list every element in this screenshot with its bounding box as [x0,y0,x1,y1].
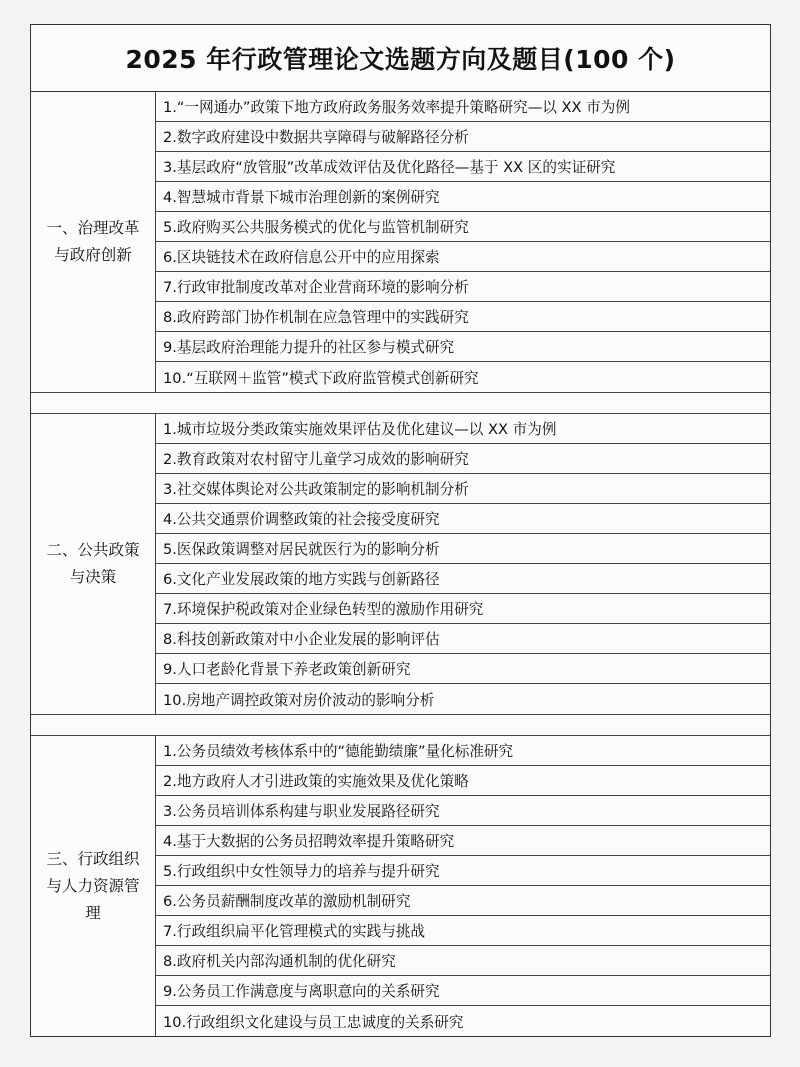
category-text: 一、治理改革与政府创新 [46,219,140,264]
list-item: 1.“一网通办”政策下地方政府政务服务效率提升策略研究—以 XX 市为例 [156,92,770,122]
list-item: 2.教育政策对农村留守儿童学习成效的影响研究 [156,444,770,474]
category-text: 二、公共政策与决策 [46,541,140,586]
list-item: 9.基层政府治理能力提升的社区参与模式研究 [156,332,770,362]
list-item: 10.行政组织文化建设与员工忠诚度的关系研究 [163,1013,464,1031]
list-item: 1.公务员绩效考核体系中的“德能勤绩廉”量化标准研究 [156,736,770,766]
list-item: 9.公务员工作满意度与离职意向的关系研究 [156,976,770,1006]
list-item: 7.行政组织扁平化管理模式的实践与挑战 [156,916,770,946]
list-item: 6.文化产业发展政策的地方实践与创新路径 [156,564,770,594]
list-item: 6.区块链技术在政府信息公开中的应用探索 [156,242,770,272]
topic-list [156,92,770,392]
list-item: 7.行政审批制度改革对企业营商环境的影响分析 [156,272,770,302]
topic-table [30,24,771,1037]
list-item: 1.城市垃圾分类政策实施效果评估及优化建议—以 XX 市为例 [156,414,770,444]
category-text: 三、行政组织与人力资源管理 [46,849,140,922]
list-item: 3.基层政府“放管服”改革成效评估及优化路径—基于 XX 区的实证研究 [156,152,770,182]
list-item: 8.政府跨部门协作机制在应急管理中的实践研究 [156,302,770,332]
list-item: 5.医保政策调整对居民就医行为的影响分析 [156,534,770,564]
list-item: 10.“互联网＋监管”模式下政府监管模式创新研究 [163,369,479,387]
list-item: 4.基于大数据的公务员招聘效率提升策略研究 [156,826,770,856]
list-item: 2.地方政府人才引进政策的实施效果及优化策略 [156,766,770,796]
list-item: 8.政府机关内部沟通机制的优化研究 [156,946,770,976]
list-item: 4.智慧城市背景下城市治理创新的案例研究 [156,182,770,212]
category-label [31,736,156,1036]
topic-list [156,736,770,1036]
category-label [31,414,156,714]
topic-list [156,414,770,714]
list-item: 8.科技创新政策对中小企业发展的影响评估 [156,624,770,654]
page-title: 2025 年行政管理论文选题方向及题目(100 个) [31,25,770,92]
category-label [31,92,156,392]
section-divider [31,715,770,736]
list-item: 10.房地产调控政策对房价波动的影响分析 [163,691,435,709]
list-item: 5.政府购买公共服务模式的优化与监管机制研究 [156,212,770,242]
list-item: 4.公共交通票价调整政策的社会接受度研究 [156,504,770,534]
section-governance-reform [31,92,770,393]
list-item: 6.公务员薪酬制度改革的激励机制研究 [156,886,770,916]
list-item: 3.社交媒体舆论对公共政策制定的影响机制分析 [156,474,770,504]
section-divider [31,393,770,414]
list-item: 3.公务员培训体系构建与职业发展路径研究 [156,796,770,826]
list-item: 7.环境保护税政策对企业绿色转型的激励作用研究 [156,594,770,624]
list-item: 9.人口老龄化背景下养老政策创新研究 [156,654,770,684]
section-public-policy [31,414,770,715]
section-hr-management [31,736,770,1036]
list-item: 5.行政组织中女性领导力的培养与提升研究 [156,856,770,886]
list-item: 2.数字政府建设中数据共享障碍与破解路径分析 [156,122,770,152]
